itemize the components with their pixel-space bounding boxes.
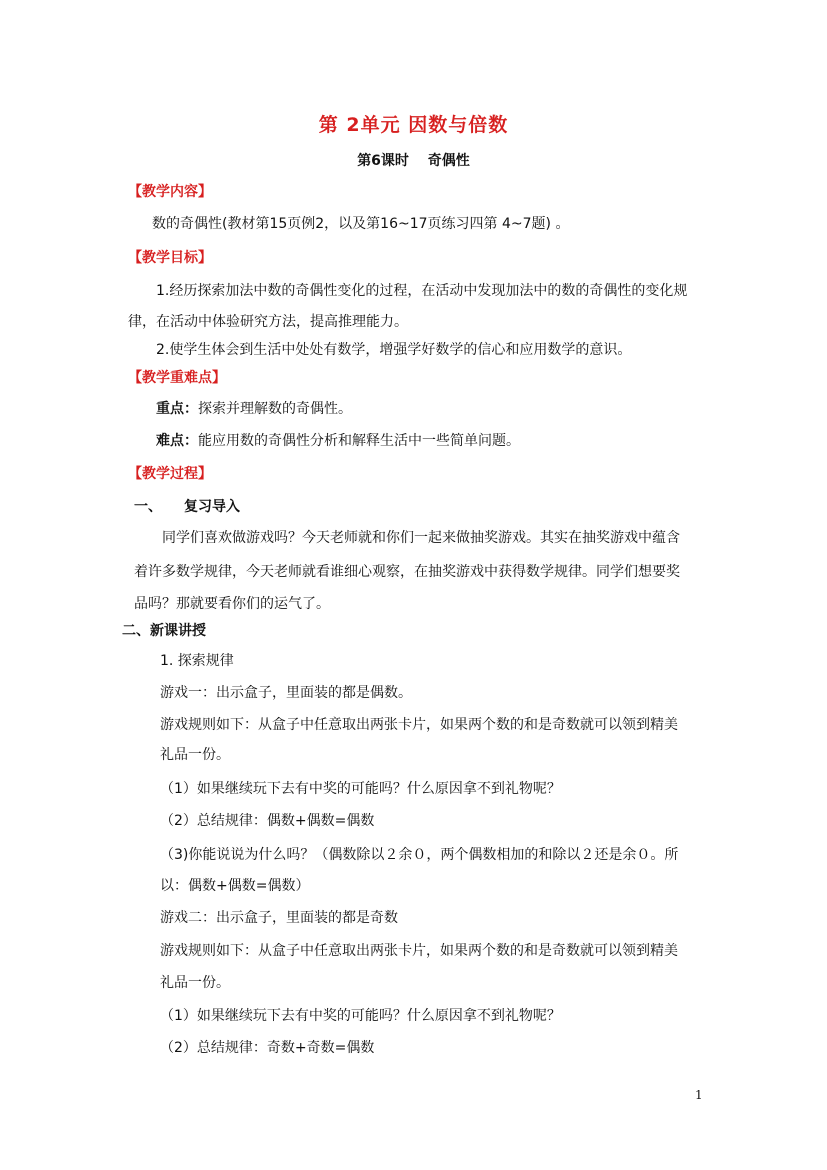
game-1-question-3-line-2: 以：偶数+偶数=偶数） <box>160 878 310 894</box>
lesson-subtitle: 第6课时 奇偶性 <box>357 153 470 169</box>
page-number: 1 <box>695 1088 703 1102</box>
game-1-question-1: （1）如果继续玩下去有中奖的可能吗？什么原因拿不到礼物呢？ <box>160 781 561 797</box>
game-2-question-2: （2）总结规律：奇数+奇数=偶数 <box>160 1040 375 1056</box>
difficulty-label: 难点： <box>156 433 198 449</box>
part-1-title: 复习导入 <box>184 499 240 515</box>
intro-line-2: 着许多数学规律，今天老师就看谁细心观察，在抽奖游戏中获得数学规律。同学们想要奖 <box>134 564 680 580</box>
rule-1-line-1: 游戏规则如下：从盒子中任意取出两张卡片，如果两个数的和是奇数就可以领到精美 <box>160 717 678 733</box>
game-2-question-1: （1）如果继续玩下去有中奖的可能吗？什么原因拿不到礼物呢？ <box>160 1008 561 1024</box>
difficulty-row <box>156 431 520 451</box>
content-text: 数的奇偶性(教材第15页例2，以及第16~17页练习四第 4~7题) 。 <box>152 216 570 232</box>
game-1-question-3-line-1: （3)你能说说为什么吗？（偶数除以２余０，两个偶数相加的和除以２还是余０。所 <box>160 847 679 863</box>
explore-heading: 1. 探索规律 <box>160 653 234 669</box>
game-1-question-2: （2）总结规律：偶数+偶数=偶数 <box>160 813 375 829</box>
section-heading-key-points: 【教学重难点】 <box>128 370 226 386</box>
key-point-label: 重点： <box>156 401 198 417</box>
intro-line-3: 品吗？那就要看你们的运气了。 <box>134 596 330 612</box>
key-point-text: 探索并理解数的奇偶性。 <box>198 401 352 417</box>
section-heading-process: 【教学过程】 <box>128 466 212 482</box>
page-title: 第 2单元 因数与倍数 <box>318 114 509 136</box>
key-point-row <box>156 399 352 419</box>
game-1: 游戏一：出示盒子，里面装的都是偶数。 <box>160 685 412 701</box>
intro-line-1: 同学们喜欢做游戏吗？今天老师就和你们一起来做抽奖游戏。其实在抽奖游戏中蕴含 <box>162 530 680 546</box>
section-heading-content: 【教学内容】 <box>128 184 212 200</box>
rule-2-line-1: 游戏规则如下：从盒子中任意取出两张卡片，如果两个数的和是奇数就可以领到精美 <box>160 943 678 959</box>
rule-1-line-2: 礼品一份。 <box>160 747 230 763</box>
difficulty-text: 能应用数的奇偶性分析和解释生活中一些简单问题。 <box>198 433 520 449</box>
rule-2-line-2: 礼品一份。 <box>160 975 230 991</box>
part-1-number: 一、 <box>134 499 162 515</box>
part-2-title: 二、新课讲授 <box>122 623 206 639</box>
goal-1-line-2: 律，在活动中体验研究方法，提高推理能力。 <box>128 314 408 330</box>
game-2: 游戏二：出示盒子，里面装的都是奇数 <box>160 910 398 926</box>
goal-1-line-1: 1.经历探索加法中数的奇偶性变化的过程，在活动中发现加法中的数的奇偶性的变化规 <box>156 283 688 299</box>
section-heading-goals: 【教学目标】 <box>128 250 212 266</box>
goal-2: 2.使学生体会到生活中处处有数学，增强学好数学的信心和应用数学的意识。 <box>156 342 632 358</box>
